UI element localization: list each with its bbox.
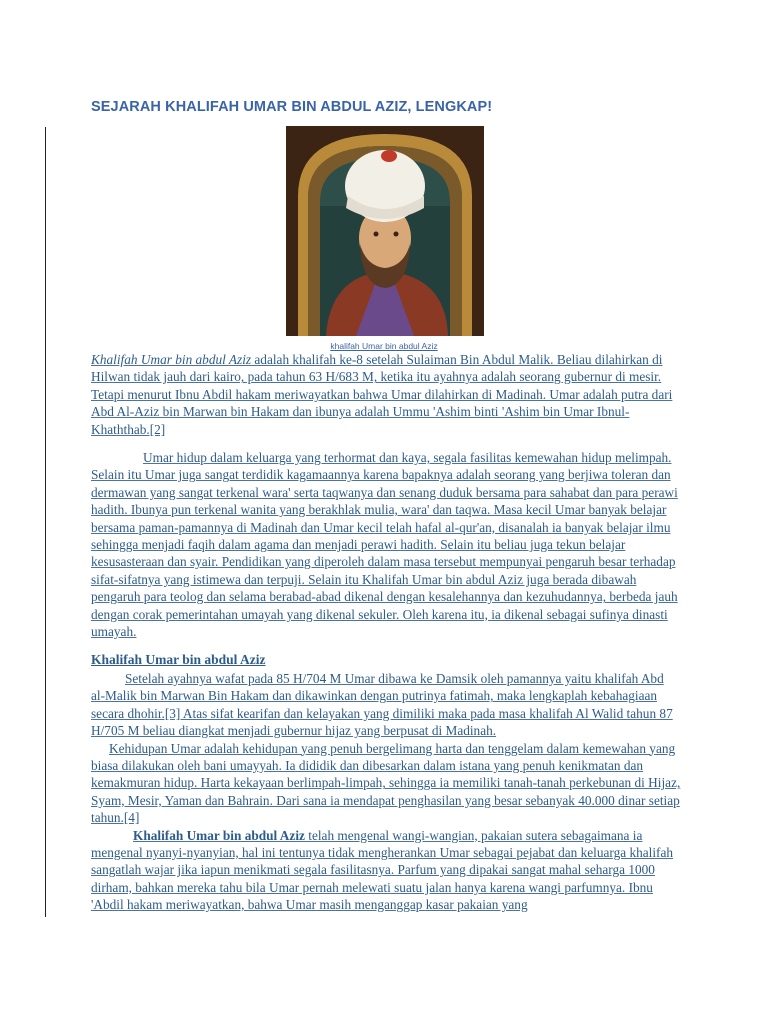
paragraph-1-text: adalah khalifah ke-8 setelah Sulaiman Bin Abdul Malik. Beliau dilahirkan di Hilwan tidak jauh dari kairo, pada tahun 63 H/683 M, ketika itu ayahnya adalah seorang gubernur di mesir. Tetapi menurut Ibnu Abdil hakam meriwayatkan bahwa Umar dilahirkan di Madinah. Umar adalah putra dari Abd Al-Aziz bin Marwan bin Hakam dan ibunya adalah Ummu 'Ashim binti 'Ashim bin Umar Ibnul-Khaththab.[2] [91, 352, 673, 437]
paragraph-3[interactable] [91, 670, 681, 740]
image-caption[interactable]: khalifah Umar bin abdul Aziz [330, 341, 438, 351]
paragraph-5-lead: Khalifah Umar bin abdul Aziz [133, 827, 305, 843]
portrait-image [286, 126, 484, 336]
article-body [91, 351, 681, 914]
paragraph-4-text: Kehidupan Umar adalah kehidupan yang penuh bergelimang harta dan tenggelam dalam kemewahan yang biasa dilakukan oleh bani umayyah. Ia dididik dan dibesarkan dalam istana yang penuh kenikmatan dan kemakmuran hidup. Harta kekayaan berlimpah-limpah, sehingga ia memiliki tanah-tanah perkebunan di Hijaz, Syam, Mesir, Yaman dan Bahrain. Dari sana ia mendapat penghasilan yang besar sebanyak 40.000 dinar setiap tahun.[4] [91, 740, 681, 826]
page-title: SEJARAH KHALIFAH UMAR BIN ABDUL AZIZ, LENGKAP! [91, 99, 493, 115]
paragraph-1-lead: Khalifah Umar bin abdul Aziz [91, 352, 252, 367]
left-margin-line [45, 127, 46, 917]
paragraph-2-text: Umar hidup dalam keluarga yang terhormat dan kaya, segala fasilitas kemewahan hidup melimpah. Selain itu Umar juga sangat terdidik kagamaannya karena bapaknya adalah seorang yang berjiwa toleran dan dermawan yang sangat terkenal wara' serta taqwanya dan senang duduk bersama para sahabat dan para perawi hadith. Ibunya pun terkenal wanita yang berakhlak mulia, wara' dan taqwa. Masa kecil Umar banyak belajar bersama paman-pamannya di Madinah dan Umar kecil telah hafal al-qur'an, disanalah ia banyak belajar ilmu sehingga menjadi faqih dalam agama dan menjadi perawi hadith. Selain itu beliau juga tekun belajar kesusasteraan dan syair. Pendidikan yang diperoleh dalam masa tersebut mempunyai pengaruh besar terhadap sifat-sifatnya yang istimewa dan terpuji. Selain itu Khalifah Umar bin abdul Aziz juga berada dibawah pengaruh para teolog dan selama berabad-abad dikenal dengan kesalehannya dan kezuhudannya, berbeda jauh dengan corak pemerintahan umayah yang dikenal sekuler. Oleh karena itu, ia dikenal sebagai sufinya dinasti umayah. [91, 450, 678, 640]
paragraph-1[interactable] [91, 351, 681, 438]
paragraph-5-text: telah mengenal wangi-wangian, pakaian sutera sebagaimana ia mengenal nyanyi-nyanyian, hal ini tentunya tidak mengherankan Umar sebagai pejabat dan keluarga khalifah sangatlah wajar jika iapun menikmati segala fasilitasnya. Parfum yang dipakai sangat mahal seharga 1000 dirham, bahkan mereka tahu bila Umar pernah melewati suatu jalan hanya karena wangi parfumnya. Ibnu 'Abdil hakam meriwayatkan, bahwa Umar masih menganggap kasar pakaian yang [91, 827, 674, 913]
paragraph-3-text: Setelah ayahnya wafat pada 85 H/704 M Umar dibawa ke Damsik oleh pamannya yaitu khalifah Abd al-Malik bin Marwan Bin Hakam dan dikawinkan dengan putrinya fatimah, maka lengkaplah kebahagiaan secara dhohir.[3] Atas sifat kearifan dan kelayakan yang dimiliki maka pada masa khalifah Al Walid tahun 87 H/705 M beliau diangkat menjadi gubernur hijaz yang berpusat di Madinah. [91, 670, 673, 739]
paragraph-5[interactable] [91, 827, 681, 914]
section-heading[interactable]: Khalifah Umar bin abdul Aziz [91, 651, 266, 667]
paragraph-2[interactable] [91, 449, 681, 640]
paragraph-4[interactable] [91, 740, 681, 827]
